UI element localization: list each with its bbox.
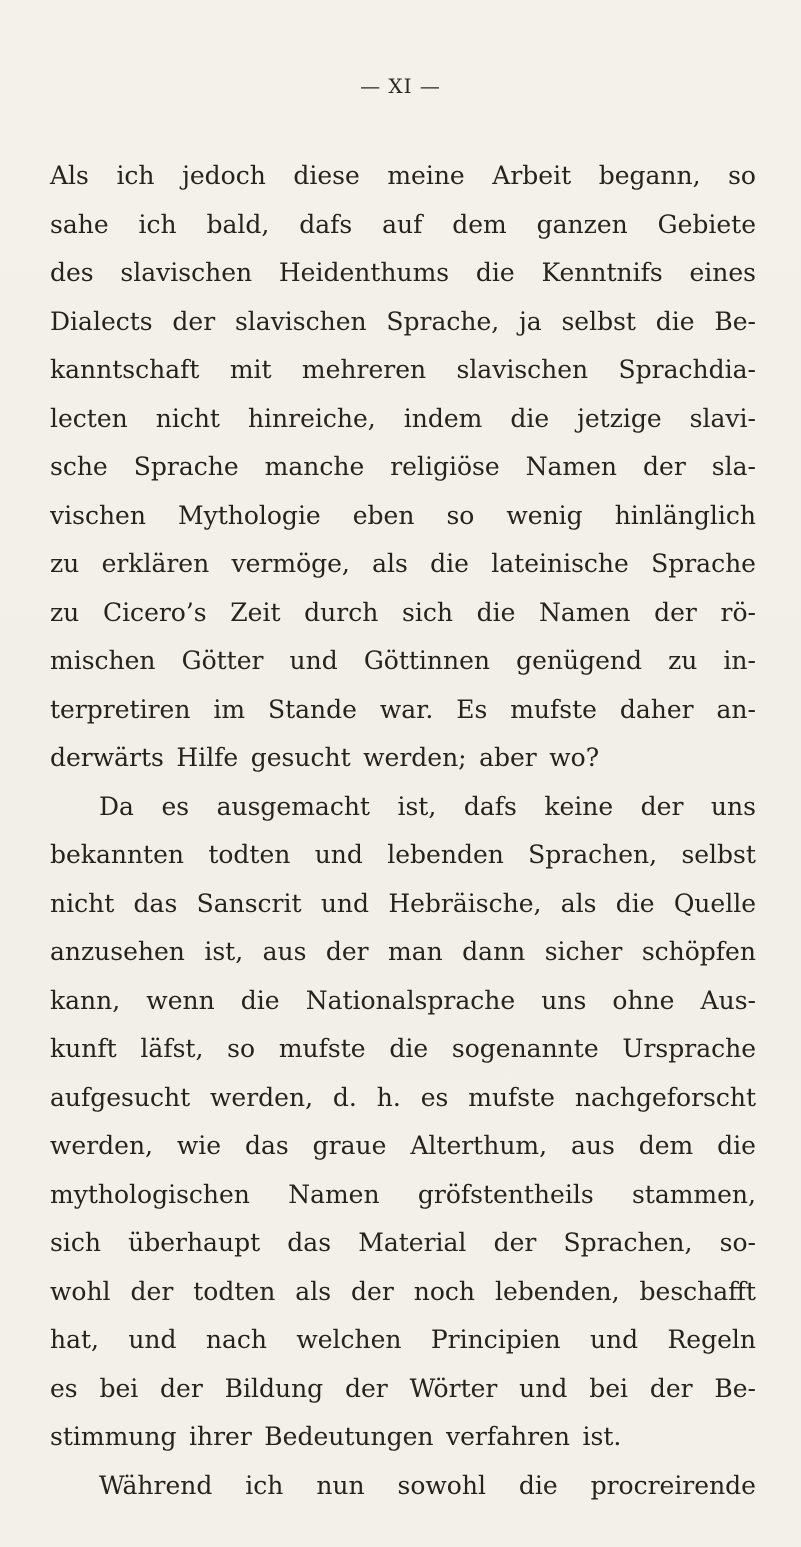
word: Sprache xyxy=(651,549,756,578)
word: daher xyxy=(619,694,694,724)
word: aus xyxy=(571,1131,615,1160)
word: sche xyxy=(50,452,108,481)
text-line xyxy=(50,1122,756,1171)
word: Sprachdia- xyxy=(618,355,756,384)
word: als xyxy=(560,888,597,918)
word: lateinische xyxy=(491,549,629,578)
word: slavi- xyxy=(689,403,756,433)
word: Namen xyxy=(539,597,631,627)
body-text xyxy=(50,152,756,1510)
word: dafs xyxy=(463,791,517,821)
word: durch xyxy=(304,597,379,627)
word: nachgeforscht xyxy=(574,1082,756,1112)
word: Namen xyxy=(525,452,618,481)
text-line xyxy=(50,880,756,929)
text-line xyxy=(50,395,756,444)
word: ich xyxy=(116,161,155,190)
text-line xyxy=(50,637,756,686)
word: genügend xyxy=(516,646,642,675)
word: Aus- xyxy=(700,985,756,1015)
word: und xyxy=(314,840,363,869)
word: in- xyxy=(723,646,756,675)
word: Während xyxy=(99,1470,213,1500)
word: es xyxy=(161,791,190,821)
word: mehreren xyxy=(301,355,427,384)
word: im xyxy=(213,694,246,724)
word: graue xyxy=(312,1131,387,1160)
word: lecten xyxy=(50,403,128,433)
word: Stande xyxy=(267,694,357,724)
word: hinlänglich xyxy=(614,500,756,530)
word: nicht xyxy=(155,403,220,433)
word: der xyxy=(643,452,686,481)
word: stammen, xyxy=(631,1179,756,1209)
word: Es xyxy=(456,694,488,724)
word: Wörter xyxy=(409,1373,498,1403)
word: läfst, xyxy=(140,1034,204,1063)
word: rö- xyxy=(720,597,756,627)
word: aufgesucht xyxy=(50,1082,191,1112)
word: Kenntnifs xyxy=(541,258,663,287)
word: man xyxy=(388,937,443,966)
word: kann, xyxy=(50,985,121,1015)
text-line xyxy=(50,1219,756,1268)
text-line xyxy=(50,443,756,492)
word: nun xyxy=(316,1470,365,1500)
word: das xyxy=(287,1228,332,1257)
word: ihrer xyxy=(189,1422,252,1451)
word: dem xyxy=(638,1131,694,1160)
word: Mythologie xyxy=(177,500,321,530)
word: die xyxy=(615,888,655,918)
word: sahe xyxy=(50,209,109,239)
text-line xyxy=(50,249,756,298)
word: die xyxy=(518,1470,558,1500)
word: das xyxy=(133,888,178,918)
word: und xyxy=(589,1325,639,1354)
word: slavischen xyxy=(234,306,367,336)
word: Material xyxy=(358,1228,467,1257)
word: Regeln xyxy=(667,1325,756,1354)
word: und xyxy=(128,1325,177,1354)
word: war. xyxy=(379,694,434,724)
word: eines xyxy=(689,258,756,287)
word: und xyxy=(519,1373,568,1403)
text-line xyxy=(50,540,756,589)
word: slavischen xyxy=(456,355,589,384)
word: die xyxy=(476,597,516,627)
word: an- xyxy=(716,694,756,724)
word: selbst xyxy=(681,840,756,869)
word: der xyxy=(493,1228,537,1257)
word: überhaupt xyxy=(128,1228,261,1257)
word: bei xyxy=(589,1373,628,1403)
text-line xyxy=(50,346,756,395)
word: slavischen xyxy=(120,258,253,287)
word: todten xyxy=(193,1276,276,1306)
word: vischen xyxy=(50,500,146,530)
word: religiöse xyxy=(390,452,500,481)
word: jedoch xyxy=(182,161,266,190)
word: Hebräische, xyxy=(388,888,542,918)
word: nach xyxy=(205,1325,267,1354)
word: wie xyxy=(176,1131,222,1160)
word: Alterthum, xyxy=(410,1131,548,1160)
word: zu xyxy=(50,597,80,627)
word: keine xyxy=(544,791,614,821)
word: Bedeutungen xyxy=(264,1422,434,1451)
word: ja xyxy=(519,306,542,336)
word: Sprachen, xyxy=(563,1228,693,1257)
word: und xyxy=(320,888,370,918)
word: wohl xyxy=(50,1276,111,1306)
word: dafs xyxy=(299,209,353,239)
word: ist, xyxy=(397,791,437,821)
word: d. xyxy=(332,1082,357,1112)
word: sogenannte xyxy=(451,1034,599,1063)
word: ich xyxy=(245,1470,284,1500)
text-line xyxy=(50,1413,756,1462)
word: welchen xyxy=(296,1325,402,1354)
word: so xyxy=(728,161,756,190)
word: so xyxy=(446,500,475,530)
word: werden; xyxy=(363,743,467,772)
word: sla- xyxy=(711,452,756,481)
word: beschafft xyxy=(639,1276,756,1306)
word: die xyxy=(510,403,550,433)
text-line xyxy=(50,492,756,541)
word: mit xyxy=(229,355,272,384)
word: Arbeit xyxy=(492,161,572,190)
word: gesucht xyxy=(250,743,351,772)
text-line xyxy=(50,831,756,880)
text-line xyxy=(50,1171,756,1220)
word: der xyxy=(130,1276,174,1306)
word: Principien xyxy=(430,1325,561,1354)
word: Göttinnen xyxy=(363,646,491,675)
word: der xyxy=(160,1373,203,1403)
word: des xyxy=(50,258,94,287)
word: Heidenthums xyxy=(278,258,450,287)
word: kunft xyxy=(50,1034,117,1063)
word: Sanscrit xyxy=(196,888,302,918)
word: sowohl xyxy=(397,1470,486,1500)
text-line xyxy=(50,589,756,638)
word: mufste xyxy=(510,694,597,724)
word: dann xyxy=(462,937,526,966)
word: sich xyxy=(50,1228,101,1257)
word: wo? xyxy=(549,743,600,772)
word: manche xyxy=(264,452,365,481)
word: selbst xyxy=(561,306,636,336)
text-line xyxy=(50,1074,756,1123)
word: der xyxy=(351,1276,394,1306)
text-line xyxy=(50,1462,756,1511)
word: Namen xyxy=(288,1179,380,1209)
word: stimmung xyxy=(50,1422,177,1451)
word: mischen xyxy=(50,646,156,675)
text-line xyxy=(50,977,756,1026)
text-line xyxy=(50,1025,756,1074)
word: verfahren xyxy=(446,1422,570,1451)
word: dem xyxy=(452,209,507,239)
word: die xyxy=(475,258,515,287)
word: Hilfe xyxy=(176,743,239,772)
word: Dialects xyxy=(50,306,153,336)
word: noch xyxy=(413,1276,476,1306)
word: Nationalsprache xyxy=(305,985,516,1015)
text-line xyxy=(50,298,756,347)
word: bei xyxy=(99,1373,139,1403)
word: der xyxy=(649,1373,693,1403)
word: als xyxy=(372,549,408,578)
word: Be- xyxy=(714,1373,756,1403)
word: gröfstentheils xyxy=(417,1179,594,1209)
word: die xyxy=(655,306,695,336)
word: zu xyxy=(668,646,698,675)
word: Gebiete xyxy=(657,209,756,239)
word: schöpfen xyxy=(641,937,756,966)
word: als xyxy=(295,1276,332,1306)
text-line xyxy=(50,783,756,832)
word: das xyxy=(245,1131,289,1160)
word: terpretiren xyxy=(50,694,191,724)
word: kanntschaft xyxy=(50,355,200,384)
word: Ursprache xyxy=(622,1034,756,1063)
text-line xyxy=(50,928,756,977)
word: Sprache, xyxy=(386,306,500,336)
word: procreirende xyxy=(590,1470,756,1500)
word: erklären xyxy=(101,549,210,578)
word: der xyxy=(654,597,697,627)
word: aus xyxy=(262,937,307,966)
word: Götter xyxy=(181,646,264,675)
word: der xyxy=(325,937,369,966)
word: meine xyxy=(387,161,465,190)
word: Zeit xyxy=(230,597,281,627)
word: derwärts xyxy=(50,743,164,772)
word: vermöge, xyxy=(231,549,350,578)
word: indem xyxy=(403,403,483,433)
word: mythologischen xyxy=(50,1179,250,1209)
word: wenig xyxy=(506,500,583,530)
word: die xyxy=(240,985,280,1015)
word: eben xyxy=(352,500,415,530)
word: es xyxy=(50,1373,78,1403)
word: der xyxy=(172,306,216,336)
word: so- xyxy=(719,1228,756,1257)
text-line xyxy=(50,1365,756,1414)
word: die xyxy=(430,549,469,578)
word: lebenden xyxy=(387,840,504,869)
word: lebenden, xyxy=(495,1276,620,1306)
word: ist, xyxy=(204,937,244,966)
word: der xyxy=(640,791,684,821)
word: ich xyxy=(138,209,177,239)
word: es xyxy=(420,1082,449,1112)
word: begann, xyxy=(598,161,701,190)
word: bald, xyxy=(206,209,270,239)
word: mufste xyxy=(468,1082,555,1112)
word: Bildung xyxy=(224,1373,324,1403)
word: hinreiche, xyxy=(247,403,376,433)
word: sich xyxy=(402,597,453,627)
word: uns xyxy=(710,791,756,821)
word: Sprache xyxy=(133,452,239,481)
word: so xyxy=(227,1034,256,1063)
word: Als xyxy=(50,161,89,190)
word: ist. xyxy=(582,1422,622,1451)
word: der xyxy=(345,1373,388,1403)
word: werden, xyxy=(210,1082,314,1112)
word: ganzen xyxy=(536,209,628,239)
word: wenn xyxy=(146,985,215,1015)
word: todten xyxy=(208,840,291,869)
word: bekannten xyxy=(50,840,184,869)
word: aber xyxy=(479,743,537,772)
word: hat, xyxy=(50,1325,99,1354)
word: ohne xyxy=(612,985,675,1015)
word: Cicero’s xyxy=(102,597,207,627)
text-line xyxy=(50,686,756,735)
word: uns xyxy=(541,985,587,1015)
word: werden, xyxy=(50,1131,153,1160)
word: auf xyxy=(382,209,423,239)
page-number: — XI — xyxy=(360,74,441,98)
text-line xyxy=(50,734,756,783)
word: sicher xyxy=(544,937,623,966)
text-line xyxy=(50,1316,756,1365)
text-line xyxy=(50,1268,756,1317)
word: h. xyxy=(376,1082,401,1112)
word: die xyxy=(717,1131,756,1160)
word: mufste xyxy=(278,1034,366,1063)
word: die xyxy=(389,1034,429,1063)
word: und xyxy=(289,646,338,675)
text-line xyxy=(50,152,756,201)
word: Da xyxy=(99,791,134,821)
word: diese xyxy=(293,161,360,190)
word: jetzige xyxy=(577,403,662,433)
text-line xyxy=(50,201,756,250)
word: zu xyxy=(50,549,80,578)
word: ausgemacht xyxy=(216,791,370,821)
word: nicht xyxy=(50,888,115,918)
word: Sprachen, xyxy=(528,840,658,869)
word: Quelle xyxy=(673,888,756,918)
word: Be- xyxy=(714,306,756,336)
word: anzusehen xyxy=(50,937,185,966)
